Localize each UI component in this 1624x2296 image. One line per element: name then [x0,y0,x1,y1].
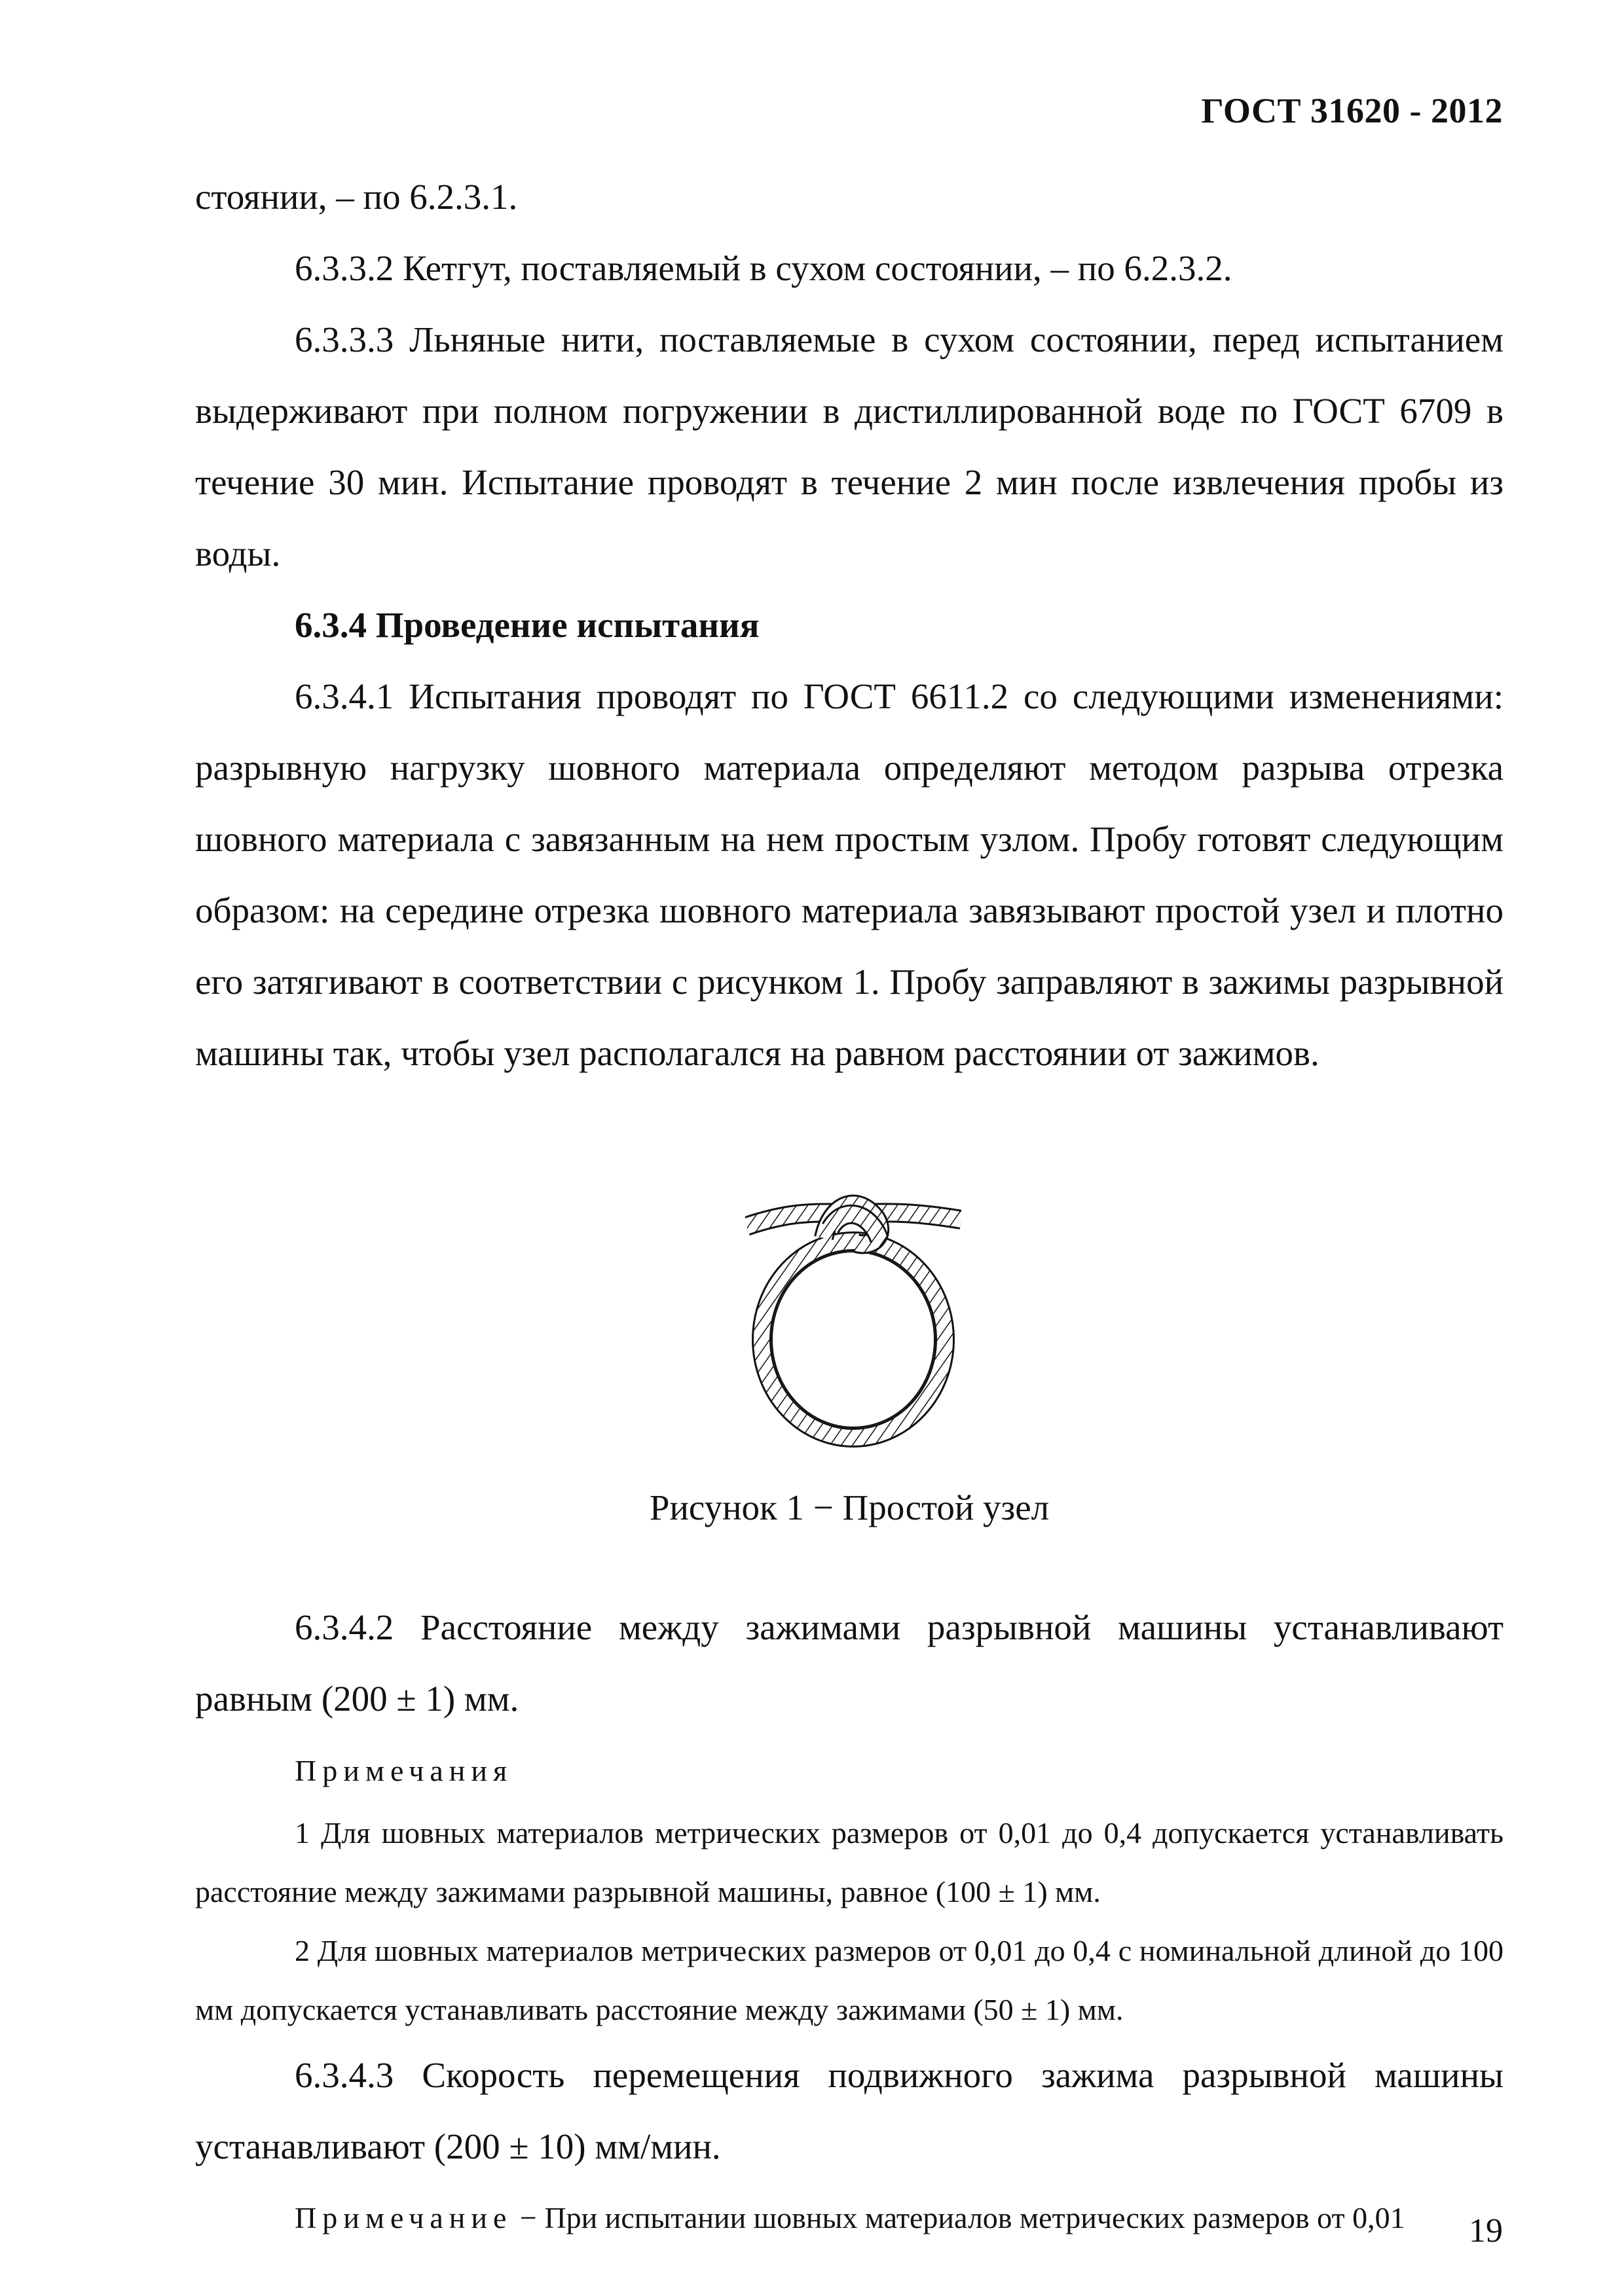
note-3-text: − При испытании шовных материалов метрических размеров от 0,01 [512,2201,1405,2234]
paragraph-continuation: стоянии, – по 6.2.3.1. [195,177,518,217]
note-3-label: Примечание [295,2201,513,2234]
section-heading-6-3-4: 6.3.4 Проведение испытания [295,605,760,645]
notes-heading: Примечания [295,1754,513,1787]
figure-1 [195,1166,1504,1592]
figure-caption: Рисунок 1 − Простой узел [649,1487,1050,1527]
paragraph-6-3-4-2: 6.3.4.2 Расстояние между зажимами разрывной машины устанавливают равным (200 ± 1) мм. [195,1607,1504,1719]
note-1: 1 Для шовных материалов метрических размеров от 0,01 до 0,4 допускается устанавливать расстояние между зажимами разрывной машины, равное (100 ± 1) мм. [195,1816,1504,1908]
paragraph-6-3-3-2: 6.3.3.2 Кетгут, поставляемый в сухом состоянии, – по 6.2.3.2. [295,248,1232,288]
simple-knot-illustration [745,1166,961,1454]
page-number: 19 [1469,2212,1503,2250]
paragraph-6-3-4-1: 6.3.4.1 Испытания проводят по ГОСТ 6611.2 со следующими изменениями: разрывную нагрузку шовного материала определяют методом разрыва отрезка шовного материала с завязанным на нем простым узлом. Пробу готовят следующим образом: на середине отрезка шовного материала завязывают простой узел и плотно его затягивают в соответствии с рисунком 1. Пробу заправляют в зажимы разрывной машины так, чтобы узел располагался на равном расстоянии от зажимов. [195,676,1504,1073]
page-content [195,161,1504,2254]
note-3 [195,2182,1504,2254]
paragraph-6-3-4-3: 6.3.4.3 Скорость перемещения подвижного зажима разрывной машины устанавливают (200 ± 10) мм/мин. [195,2055,1504,2166]
standard-header: ГОСТ 31620 - 2012 [1201,91,1503,130]
paragraph-6-3-3-3: 6.3.3.3 Льняные нити, поставляемые в сухом состоянии, перед испытанием выдерживают при полном погружении в дистиллированной воде по ГОСТ 6709 в течение 30 мин. Испытание проводят в течение 2 мин после извлечения пробы из воды. [195,319,1504,574]
note-2: 2 Для шовных материалов метрических размеров от 0,01 до 0,4 с номинальной длиной до 100 мм допускается устанавливать расстояние между зажимами (50 ± 1) мм. [195,1934,1504,2026]
